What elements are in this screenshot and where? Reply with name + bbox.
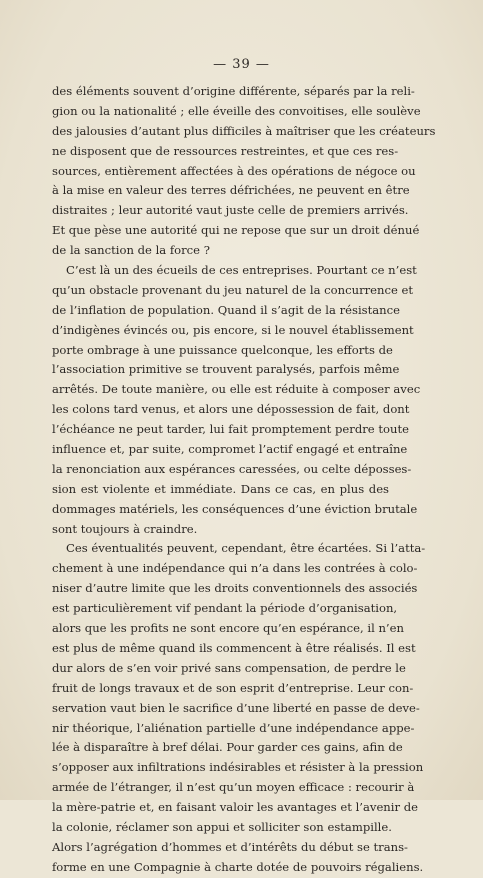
text-line: nir théorique, l’aliénation partielle d’une indépendance appe-	[52, 720, 415, 735]
text-line: fruit de longs travaux et de son esprit d’entreprise. Leur con-	[52, 680, 414, 695]
text-line: sont toujours à craindre.	[52, 521, 198, 536]
text-line: dur alors de s’en voir privé sans compensation, de perdre le	[52, 660, 406, 675]
text-line: est particulièrement vif pendant la période d’organisation,	[52, 601, 398, 616]
paragraph	[52, 539, 426, 877]
text-line: des jalousies d’autant plus difficiles à maîtriser que les créateurs	[52, 123, 436, 138]
text-line: arrêtés. De toute manière, ou elle est réduite à composer avec	[52, 382, 421, 397]
text-line: sion est violente et immédiate. Dans ce cas, en plus des	[52, 481, 389, 496]
paragraph	[52, 82, 436, 261]
text-line: la mère-patrie et, en faisant valoir les avantages et l’avenir de	[52, 800, 418, 815]
paragraph	[52, 261, 421, 539]
text-line: influence et, par suite, compromet l’actif engagé et entraîne	[52, 442, 408, 457]
text-line: s’opposer aux infiltrations indésirables et résister à la pression	[52, 760, 424, 775]
text-line: la renonciation aux espérances caressées, ou celte déposses-	[52, 461, 412, 476]
text-line: porte ombrage à une puissance quelconque, les efforts de	[52, 342, 393, 357]
page-number: — 39 —	[213, 57, 270, 72]
text-line: à la mise en valeur des terres défrichées, ne peuvent en être	[52, 183, 410, 198]
text-line: distraites ; leur autorité vaut juste celle de premiers arrivés.	[52, 203, 409, 218]
text-line: armée de l’étranger, il n’est qu’un moyen efficace : recourir à	[52, 780, 415, 795]
text-line: Ces éventualités peuvent, cependant, être écartées. Si l’atta-	[66, 541, 426, 556]
text-line: de la sanction de la force ?	[52, 243, 210, 258]
text-line: chement à une indépendance qui n’a dans les contrées à colo-	[52, 561, 418, 576]
text-line: lée à disparaître à bref délai. Pour garder ces gains, afin de	[52, 740, 403, 755]
text-line: C’est là un des écueils de ces entreprises. Pourtant ce n’est	[66, 263, 417, 278]
text-line: l’échéance ne peut tarder, lui fait promptement perdre toute	[52, 422, 409, 437]
text-line: servation vaut bien le sacrifice d’une liberté en passe de deve-	[52, 700, 420, 715]
text-line: forme en une Compagnie à charte dotée de pouvoirs régaliens.	[52, 859, 424, 874]
body-text	[52, 82, 436, 878]
text-line: est plus de même quand ils commencent à être réalisés. Il est	[52, 640, 416, 655]
text-line: ne disposent que de ressources restreintes, et que ces res-	[52, 143, 399, 158]
text-line: des éléments souvent d’origine différente, séparés par la reli-	[52, 84, 415, 98]
text-line: Et que pèse une autorité qui ne repose que sur un droit dénué	[52, 223, 420, 238]
text-line: alors que les profits ne sont encore qu’en espérance, il n’en	[52, 621, 404, 636]
text-line: dommages matériels, les conséquences d’une éviction brutale	[52, 501, 418, 516]
text-line: niser d’autre limite que les droits conventionnels des associés	[52, 581, 418, 596]
text-line: sources, entièrement affectées à des opérations de négoce ou	[52, 163, 416, 178]
text-line: Alors l’agrégation d’hommes et d’intérêts du début se trans-	[52, 839, 408, 854]
text-line: la colonie, réclamer son appui et solliciter son estampille.	[52, 819, 392, 834]
text-line: d’indigènes évincés ou, pis encore, si le nouvel établissement	[52, 322, 414, 337]
text-line: gion ou la nationalité ; elle éveille des convoitises, elle soulève	[52, 103, 421, 118]
text-line: qu’un obstacle provenant du jeu naturel de la concurrence et	[52, 282, 414, 297]
text-line: les colons tard venus, et alors une dépossession de fait, dont	[52, 402, 410, 417]
text-line: l’association primitive se trouvent paralysés, parfois même	[52, 362, 400, 377]
text-line: de l’inflation de population. Quand il s’agit de la résistance	[52, 302, 400, 317]
